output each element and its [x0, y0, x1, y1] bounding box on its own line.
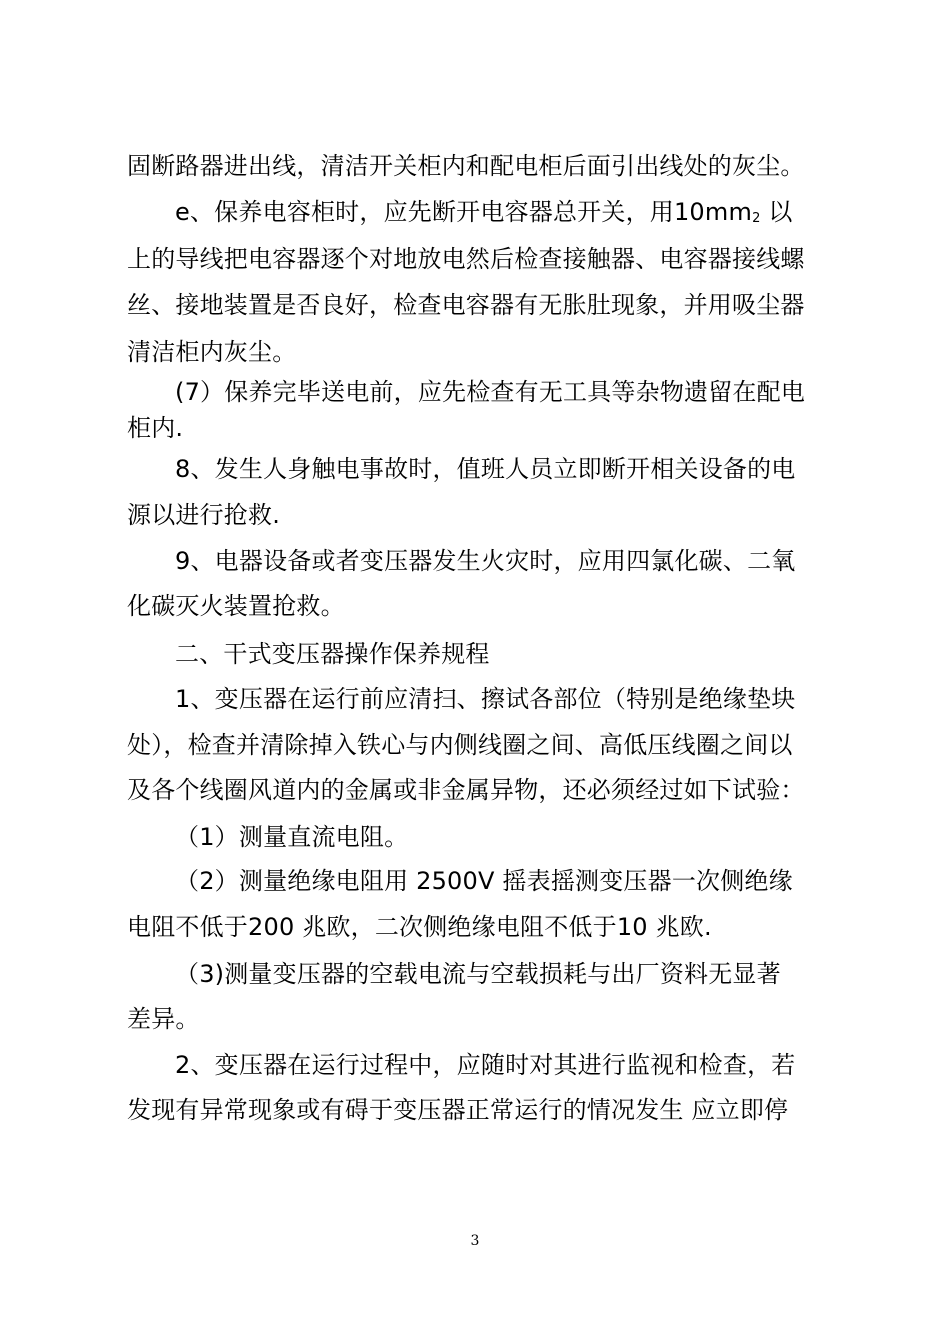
text-line — [175, 196, 793, 235]
text-line: 化碳灭火装置抢救。 — [127, 592, 345, 620]
text-line: 差异。 — [127, 1005, 200, 1033]
text-line: 发现有异常现象或有碍于变压器正常运行的情况发生 应立即停 — [127, 1096, 789, 1124]
text-line: 1、变压器在运行前应清扫、擦试各部位（特别是绝缘垫块 — [175, 685, 796, 713]
text-line: 柜内. — [127, 414, 184, 442]
text-line: 及各个线圈风道内的金属或非金属异物，还必须经过如下试验： — [127, 776, 805, 804]
page-number: 3 — [470, 1233, 480, 1249]
text-line: 清洁柜内灰尘。 — [127, 338, 297, 366]
text-line: 8、发生人身触电事故时，值班人员立即断开相关设备的电 — [175, 455, 796, 483]
text-line: (7）保养完毕送电前，应先检查有无工具等杂物遗留在配电 — [175, 378, 806, 406]
text-line: 处），检查并清除掉入铁心与内侧线圈之间、高低压线圈之间以 — [127, 731, 793, 759]
text-line: （3)测量变压器的空载电流与空载损耗与出厂资料无显著 — [175, 960, 781, 988]
text-line: 源以进行抢救. — [127, 501, 281, 529]
section-heading: 二、干式变压器操作保养规程 — [175, 640, 490, 668]
text-line: 上的导线把电容器逐个对地放电然后检查接触器、电容器接线螺 — [127, 245, 805, 273]
text-segment: 以 — [760, 198, 793, 226]
text-line: 电阻不低于200 兆欧，二次侧绝缘电阻不低于10 兆欧. — [127, 913, 712, 941]
text-line: 丝、接地装置是否良好，检查电容器有无胀肚现象，并用吸尘器 — [127, 291, 805, 319]
subscript-text: 2 — [752, 211, 761, 226]
text-segment: e、保养电容柜时，应先断开电容器总开关，用10mm — [175, 198, 753, 226]
text-line: 9、电器设备或者变压器发生火灾时，应用四氯化碳、二氧 — [175, 547, 796, 575]
text-line: 2、变压器在运行过程中，应随时对其进行监视和检查，若 — [175, 1051, 796, 1079]
text-line: 固断路器进出线，清洁开关柜内和配电柜后面引出线处的灰尘。 — [127, 152, 805, 180]
text-line: （1）测量直流电阻。 — [175, 823, 409, 851]
text-line: （2）测量绝缘电阻用 2500V 摇表摇测变压器一次侧绝缘 — [175, 867, 793, 895]
